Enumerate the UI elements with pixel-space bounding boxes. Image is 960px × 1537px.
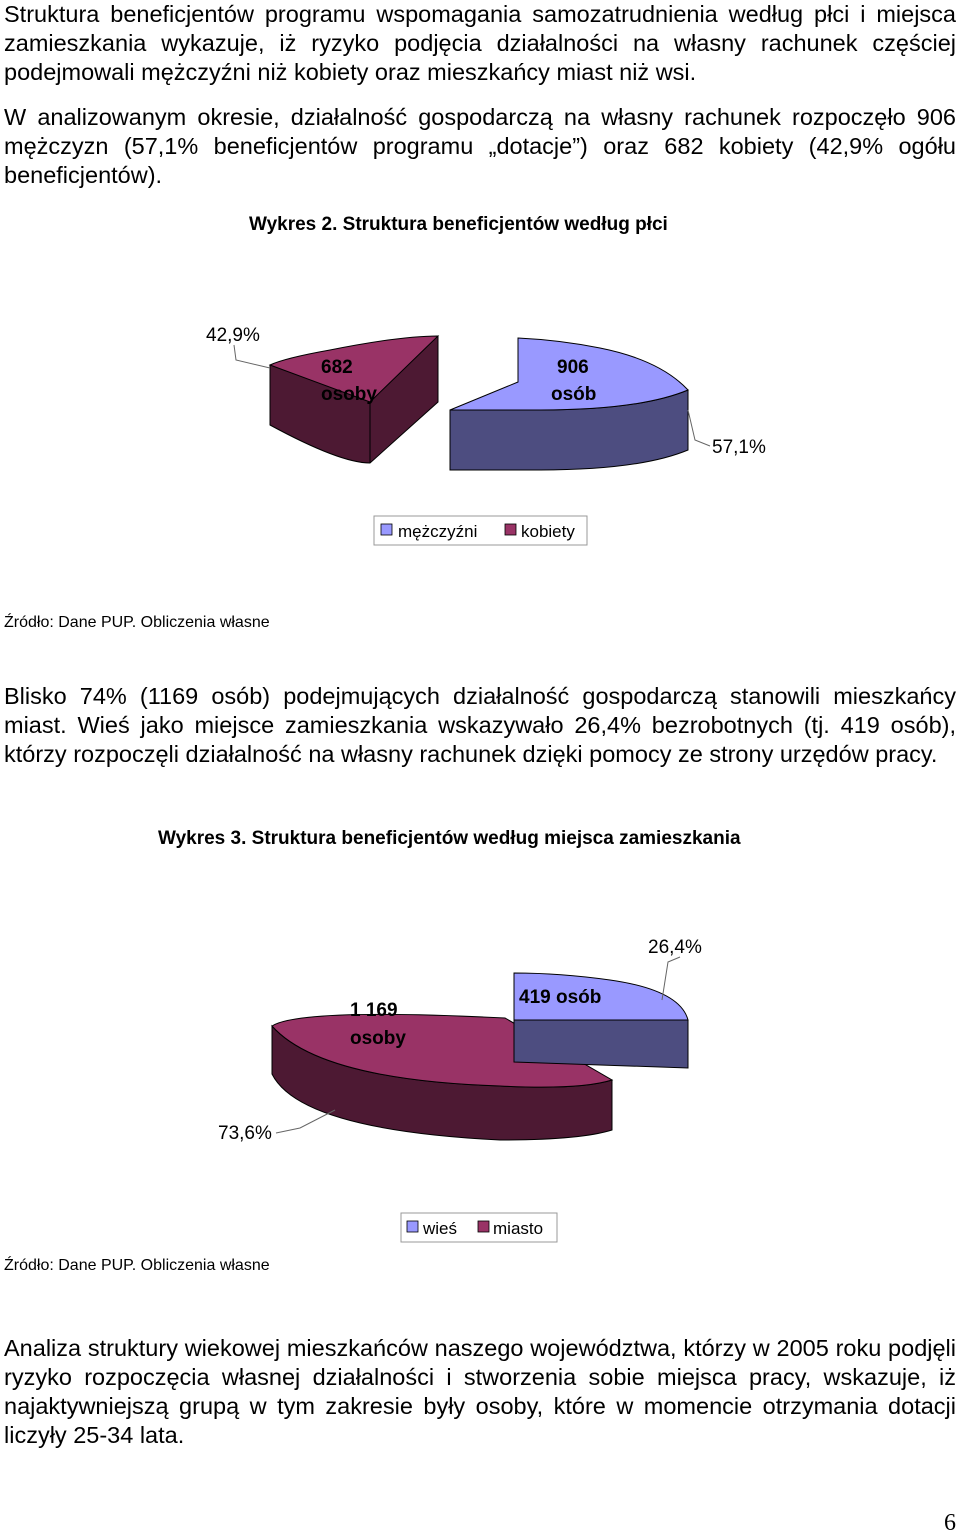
legend-swatch-mezczyzni [381, 524, 392, 535]
chart1-gender-pie [0, 300, 960, 560]
chart1-title: Wykres 2. Struktura beneficjentów według płci [249, 214, 668, 235]
chart2-title: Wykres 3. Struktura beneficjentów według miejsca zamieszkania [158, 828, 741, 849]
chart1-pct-mezczyzni: 57,1% [712, 437, 766, 458]
chart1-legend-mezczyzni: mężczyźni [398, 522, 478, 541]
paragraph-gender: W analizowanym okresie, działalność gospodarczą na własny rachunek rozpoczęło 906 mężczyzn (57,1% beneficjentów programu „dotacje”) oraz 682 kobiety (42,9% ogółu beneficjentów). [4, 104, 956, 188]
chart1-source: Źródło: Dane PUP. Obliczenia własne [4, 614, 270, 631]
chart2-legend-wies: wieś [423, 1219, 458, 1238]
paragraph-age: Analiza struktury wiekowej mieszkańców naszego województwa, którzy w 2005 roku podjęli ryzyko rozpoczęcia własnej działalności i stworzenia sobie miejsca pracy, wskazuje, iż najaktywniejszą grupą w tym zakresie były osoby, które w momencie otrzymania dotacji liczyły 25-34 lata. [4, 1335, 956, 1448]
chart1-label-kobiety-1: 682 [321, 357, 353, 378]
chart1-legend-kobiety: kobiety [521, 522, 575, 541]
chart1-pct-kobiety: 42,9% [206, 325, 260, 346]
page-number: 6 [944, 1510, 956, 1536]
chart2-label-wies: 419 osób [519, 987, 602, 1008]
chart2-source: Źródło: Dane PUP. Obliczenia własne [4, 1257, 270, 1274]
chart2-legend-miasto: miasto [493, 1219, 544, 1238]
chart2-slice-wies-side [514, 1020, 688, 1068]
chart1-label-kobiety-2: osoby [321, 384, 377, 405]
legend-swatch-miasto [478, 1221, 489, 1232]
chart1-legend [374, 516, 587, 545]
chart1-label-mezczyzni-1: 906 [557, 357, 589, 378]
chart2-label-miasto-2: osoby [350, 1028, 406, 1049]
paragraph-intro: Struktura beneficjentów programu wspomagania samozatrudnienia według płci i miejsca zamieszkania wykazuje, iż ryzyko podjęcia działalności na własny rachunek częściej podejmowali mężczyźni niż kobiety oraz mieszkańcy miast niż wsi. [4, 1, 956, 85]
legend-swatch-kobiety [505, 524, 516, 535]
chart2-residence-pie [0, 920, 960, 1250]
chart2-label-miasto-1: 1 169 [350, 1000, 398, 1021]
chart2-pct-miasto: 73,6% [218, 1123, 272, 1144]
legend-swatch-wies [407, 1221, 418, 1232]
paragraph-residence: Blisko 74% (1169 osób) podejmujących działalność gospodarczą stanowili mieszkańcy miast. Wieś jako miejsce zamieszkania wskazywało 26,4% bezrobotnych (tj. 419 osób), którzy rozpoczęli działalność na własny rachunek dzięki pomocy ze strony urzędów pracy. [4, 683, 956, 767]
chart1-label-mezczyzni-2: osób [551, 384, 597, 405]
chart2-pct-wies: 26,4% [648, 937, 702, 958]
chart2-legend [401, 1213, 557, 1242]
